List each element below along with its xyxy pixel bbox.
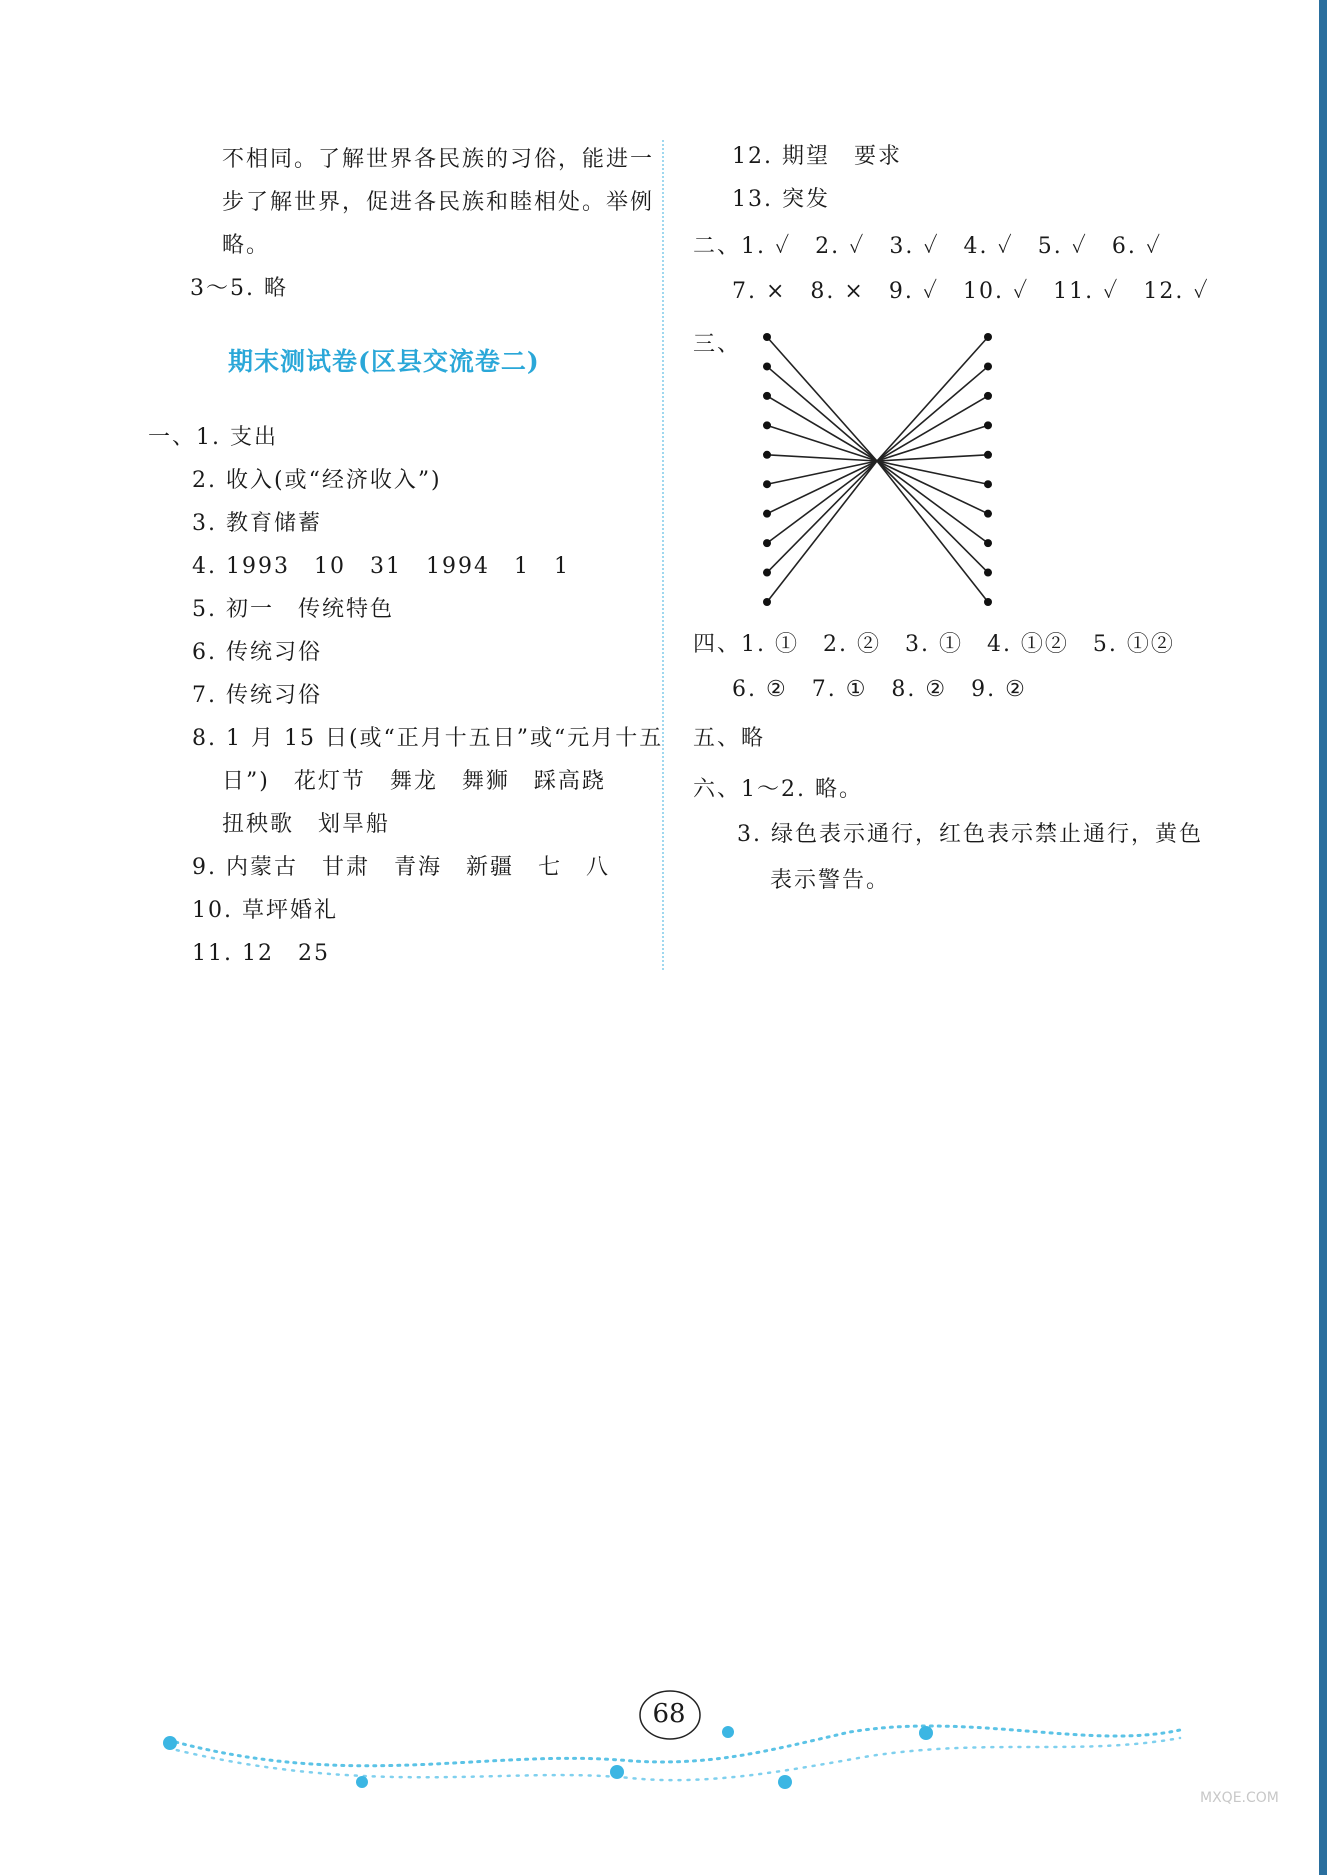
answer-3-5: 3～5. 略 (190, 276, 288, 301)
continuation-line-2: 步了解世界，促进各民族和睦相处。举例 (222, 190, 655, 215)
match-line-right-9 (877, 461, 988, 573)
match-line-left-3 (767, 396, 877, 461)
s6-answer-3-line2: 表示警告。 (770, 868, 891, 893)
s4-answers-row1: 四、1. ① 2. ② 3. ① 4. ①② 5. ①② (693, 632, 1175, 657)
continuation-line-3: 略。 (222, 233, 271, 258)
match-dot-right-7 (984, 510, 992, 518)
match-line-right-2 (877, 366, 988, 461)
s1-answer-13: 13. 突发 (732, 187, 830, 212)
s1-answer-3: 3. 教育储蓄 (192, 511, 322, 536)
match-dot-left-8 (763, 539, 771, 547)
match-line-left-7 (767, 461, 877, 514)
match-line-right-7 (877, 461, 988, 514)
s1-answer-8-line2: 日”) 花灯节 舞龙 舞狮 踩高跷 (222, 769, 606, 794)
s1-answer-8-line3: 扭秧歌 划旱船 (222, 812, 391, 837)
match-dot-right-1 (984, 333, 992, 341)
match-dot-left-9 (763, 569, 771, 577)
match-line-left-9 (767, 461, 877, 573)
s1-answer-1: 一、1. 支出 (148, 425, 278, 450)
s1-answer-6: 6. 传统习俗 (192, 640, 322, 665)
scan-edge (1319, 0, 1327, 1875)
section-title: 期末测试卷(区县交流卷二) (228, 347, 540, 376)
match-dot-left-6 (763, 480, 771, 488)
s1-answer-10: 10. 草坪婚礼 (192, 898, 338, 923)
s1-answer-12: 12. 期望 要求 (732, 144, 902, 169)
s1-answer-8-line1: 8. 1 月 15 日(或“正月十五日”或“元月十五 (192, 726, 664, 751)
match-dot-left-10 (763, 598, 771, 606)
match-dot-left-7 (763, 510, 771, 518)
match-dot-right-10 (984, 598, 992, 606)
match-dot-left-2 (763, 362, 771, 370)
matching-diagram (755, 325, 1005, 615)
s1-answer-2: 2. 收入(或“经济收入”) (192, 468, 442, 493)
match-dot-left-4 (763, 421, 771, 429)
column-divider (662, 140, 664, 970)
s6-answer-3-line1: 3. 绿色表示通行，红色表示禁止通行，黄色 (737, 822, 1203, 847)
continuation-line-1: 不相同。了解世界各民族的习俗，能进一 (222, 147, 655, 172)
match-dot-right-8 (984, 539, 992, 547)
s6-answer-1-2: 六、1～2. 略。 (693, 777, 863, 802)
s2-answers-row2: 7. × 8. × 9. ✓ 10. ✓ 11. ✓ 12. ✓ (732, 279, 1210, 304)
match-dot-right-9 (984, 569, 992, 577)
s1-answer-7: 7. 传统习俗 (192, 683, 322, 708)
match-dot-left-5 (763, 451, 771, 459)
s1-answer-11: 11. 12 25 (192, 941, 330, 966)
match-dot-right-5 (984, 451, 992, 459)
s1-answer-5: 5. 初一 传统特色 (192, 597, 394, 622)
s4-answers-row2: 6. ② 7. ① 8. ② 9. ② (732, 677, 1027, 702)
match-line-left-2 (767, 366, 877, 461)
s3-label: 三、 (693, 332, 742, 357)
match-line-right-3 (877, 396, 988, 461)
match-dot-right-3 (984, 392, 992, 400)
match-dot-left-3 (763, 392, 771, 400)
match-dot-left-1 (763, 333, 771, 341)
match-dot-right-4 (984, 421, 992, 429)
watermark-text: MXQE.COM (1200, 1790, 1279, 1806)
match-dot-right-6 (984, 480, 992, 488)
s5-answer: 五、略 (693, 726, 766, 751)
s1-answer-9: 9. 内蒙古 甘肃 青海 新疆 七 八 (192, 855, 610, 880)
match-dot-right-2 (984, 362, 992, 370)
page-number: 68 (652, 1699, 686, 1729)
s1-answer-4: 4. 1993 10 31 1994 1 1 (192, 554, 570, 579)
s2-answers-row1: 二、1. ✓ 2. ✓ 3. ✓ 4. ✓ 5. ✓ 6. ✓ (693, 234, 1163, 259)
